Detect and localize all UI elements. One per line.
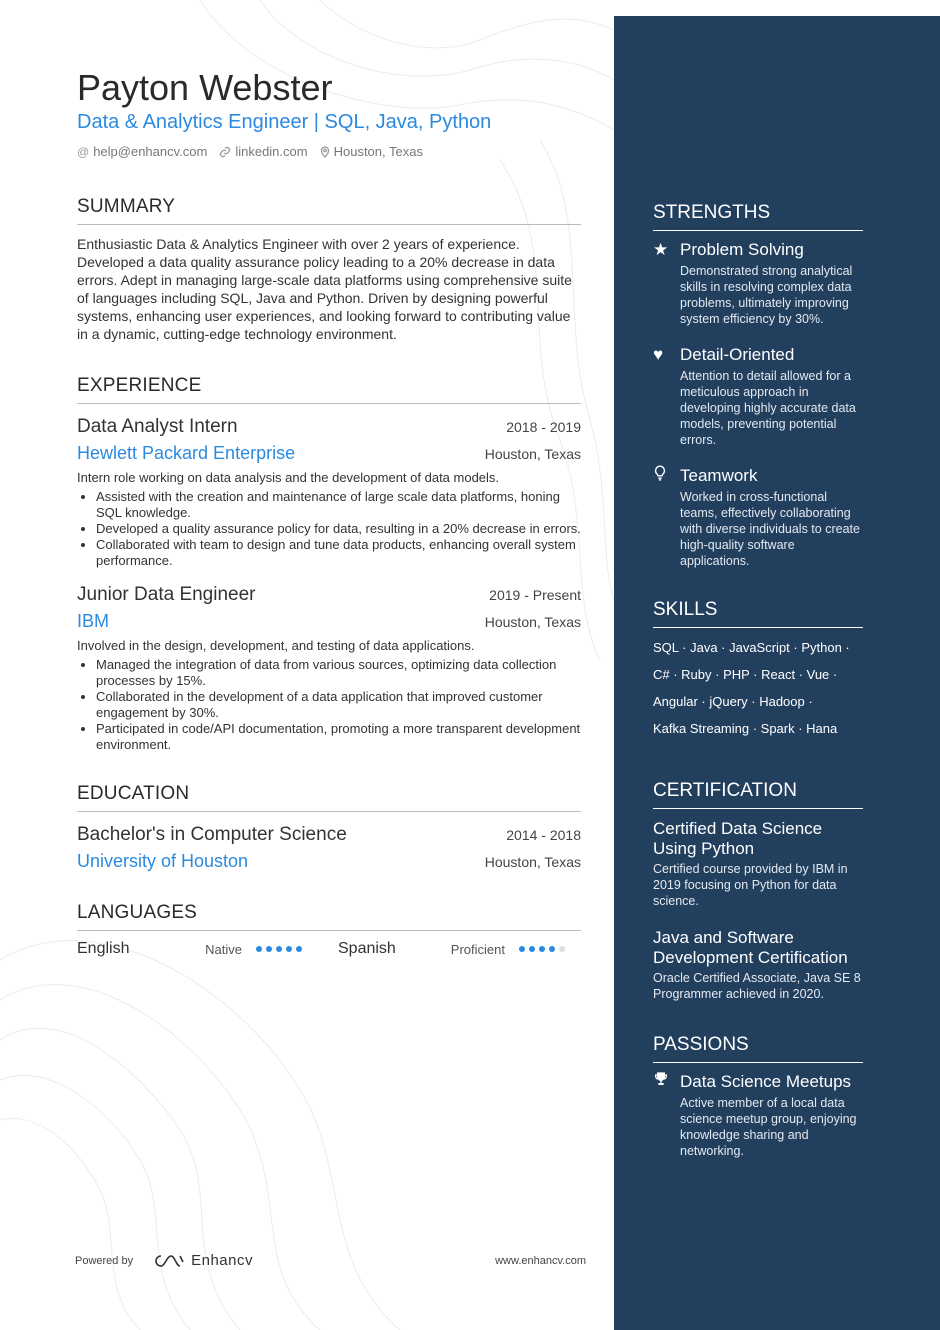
bullet-item: • Participated in code/API documentation, promoting a more transparent development environment. — [96, 721, 581, 753]
strength-name: Teamwork — [680, 466, 758, 485]
main-column — [77, 66, 581, 961]
skills-list — [653, 634, 863, 742]
strength-desc: Attention to detail allowed for a meticulous approach in developing highly accurate data models, preventing potential errors. — [680, 369, 856, 447]
certification-section — [653, 780, 863, 1002]
lightbulb-icon — [653, 465, 680, 569]
brand — [75, 1252, 253, 1269]
job-role: Data Analyst Intern — [77, 416, 238, 437]
education-item — [77, 822, 581, 874]
language-rating — [519, 946, 565, 952]
strength-item — [653, 344, 863, 448]
strength-desc: Worked in cross-functional teams, effectively collaborating with diverse individuals to create high-quality software applications. — [680, 490, 860, 568]
rating-dot-filled — [549, 946, 555, 952]
job-description: Intern role working on data analysis and the development of data models. — [77, 470, 500, 485]
job-description: Involved in the design, development, and testing of data applications. — [77, 638, 475, 653]
certification-desc: Oracle Certified Associate, Java SE 8 Programmer achieved in 2020. — [653, 971, 861, 1001]
strength-item — [653, 239, 863, 327]
job-dates: 2019 - Present — [489, 587, 581, 603]
rating-dot-filled — [266, 946, 272, 952]
sidebar — [614, 16, 940, 1330]
strength-name: Detail-Oriented — [680, 345, 795, 364]
bullet-item: • Collaborated in the development of a data application that improved customer engagement by 30%. — [96, 689, 581, 721]
email-contact[interactable] — [77, 144, 207, 159]
strengths-heading: STRENGTHS — [653, 202, 863, 231]
bullet-item: • Collaborated with team to design and tune data products, enhancing overall system performance. — [96, 537, 581, 569]
skill-line: SQL · Java · JavaScript · Python · — [653, 640, 850, 655]
company-name: IBM — [77, 611, 110, 631]
summary-text: Enthusiastic Data & Analytics Engineer with over 2 years of experience. Developed a data quality assurance policy leading to a 20% decrease in data errors. Adept in managing large-scale data platforms using comprehensive suite of languages including SQL, Java and Python. Driven by designing powerful systems, enhancing user experiences, and looking forward to contributing value in a dynamic, cutting-edge technology environment. — [77, 236, 572, 342]
languages-section — [77, 902, 581, 961]
job-bullets — [77, 657, 581, 753]
experience-item — [77, 582, 581, 753]
certification-desc: Certified course provided by IBM in 2019 focusing on Python for data science. — [653, 862, 848, 908]
rating-dot-filled — [256, 946, 262, 952]
strength-name: Problem Solving — [680, 240, 804, 259]
strengths-section — [653, 202, 863, 569]
job-role: Junior Data Engineer — [77, 584, 256, 605]
at-icon: @ — [77, 144, 90, 159]
rating-dot-filled — [296, 946, 302, 952]
strength-desc: Demonstrated strong analytical skills in resolving complex data problems, ultimately improving system efficiency by 30%. — [680, 264, 853, 326]
passion-desc: Active member of a local data science meetup group, enjoying knowledge sharing and networking. — [680, 1096, 857, 1158]
job-location: Houston, Texas — [484, 614, 581, 630]
bullet-item: • Developed a quality assurance policy for data, resulting in a 20% decrease in errors. — [96, 521, 581, 537]
education-section — [77, 783, 581, 874]
language-name: English — [77, 940, 130, 957]
linkedin-text: linkedin.com — [235, 144, 308, 159]
language-rating — [256, 946, 302, 952]
brand-name: Enhancv — [191, 1252, 253, 1269]
passion-name: Data Science Meetups — [680, 1072, 852, 1091]
certification-item — [653, 819, 863, 909]
rating-dot-filled — [539, 946, 545, 952]
certification-item — [653, 928, 863, 1002]
bullet-item: • Assisted with the creation and maintenance of large scale data platforms, honing SQL knowledge. — [96, 489, 581, 521]
job-bullets — [77, 489, 581, 569]
certification-name: Certified Data Science Using Python — [653, 819, 823, 858]
languages-heading: LANGUAGES — [77, 902, 581, 931]
experience-item — [77, 414, 581, 569]
rating-dot-filled — [529, 946, 535, 952]
footer-url[interactable]: www.enhancv.com — [495, 1254, 586, 1267]
skill-line: C# · Ruby · PHP · React · Vue · — [653, 667, 838, 682]
trophy-icon — [653, 1071, 680, 1159]
language-name: Spanish — [338, 940, 396, 957]
enhancv-logo-icon — [153, 1253, 185, 1269]
job-location: Houston, Texas — [484, 446, 581, 462]
skill-line: Kafka Streaming · Spark · Hana — [653, 721, 838, 736]
map-pin-icon — [320, 146, 330, 158]
experience-heading: EXPERIENCE — [77, 375, 581, 404]
sidebar-content — [653, 16, 863, 1159]
summary-section — [77, 196, 581, 343]
email-text: help@enhancv.com — [93, 144, 208, 159]
passion-item — [653, 1071, 863, 1159]
rating-dot-filled — [276, 946, 282, 952]
skill-line: Angular · jQuery · Hadoop · — [653, 694, 813, 709]
skills-section — [653, 599, 863, 742]
language-level: Native — [205, 941, 242, 957]
link-icon — [219, 146, 231, 158]
passions-section — [653, 1034, 863, 1159]
school-name: University of Houston — [77, 851, 249, 871]
heart-icon: ♥ — [653, 345, 664, 364]
candidate-name: Payton Webster — [77, 67, 333, 108]
linkedin-contact[interactable] — [219, 144, 307, 159]
company-name: Hewlett Packard Enterprise — [77, 443, 296, 463]
degree-name: Bachelor's in Computer Science — [77, 824, 347, 845]
experience-section — [77, 375, 581, 753]
rating-dot-filled — [519, 946, 525, 952]
rating-dot-empty — [559, 946, 565, 952]
location-contact — [320, 144, 423, 159]
footer — [75, 1252, 586, 1269]
star-icon: ★ — [653, 240, 669, 259]
education-heading: EDUCATION — [77, 783, 581, 812]
rating-dot-filled — [286, 946, 292, 952]
language-level: Proficient — [450, 941, 505, 957]
skills-heading: SKILLS — [653, 599, 863, 628]
school-location: Houston, Texas — [484, 854, 581, 870]
certification-heading: CERTIFICATION — [653, 780, 863, 809]
strength-item — [653, 465, 863, 569]
bullet-item: • Managed the integration of data from various sources, optimizing data collection processes by 15%. — [96, 657, 581, 689]
summary-heading: SUMMARY — [77, 196, 581, 225]
passions-heading: PASSIONS — [653, 1034, 863, 1063]
powered-by-text: Powered by — [75, 1254, 134, 1267]
contact-row — [77, 144, 581, 159]
education-dates: 2014 - 2018 — [506, 827, 581, 843]
location-text: Houston, Texas — [333, 144, 423, 159]
candidate-title: Data & Analytics Engineer | SQL, Java, Python — [77, 111, 492, 133]
certification-name: Java and Software Development Certification — [653, 928, 848, 967]
job-dates: 2018 - 2019 — [506, 419, 581, 435]
languages-row — [77, 937, 581, 961]
